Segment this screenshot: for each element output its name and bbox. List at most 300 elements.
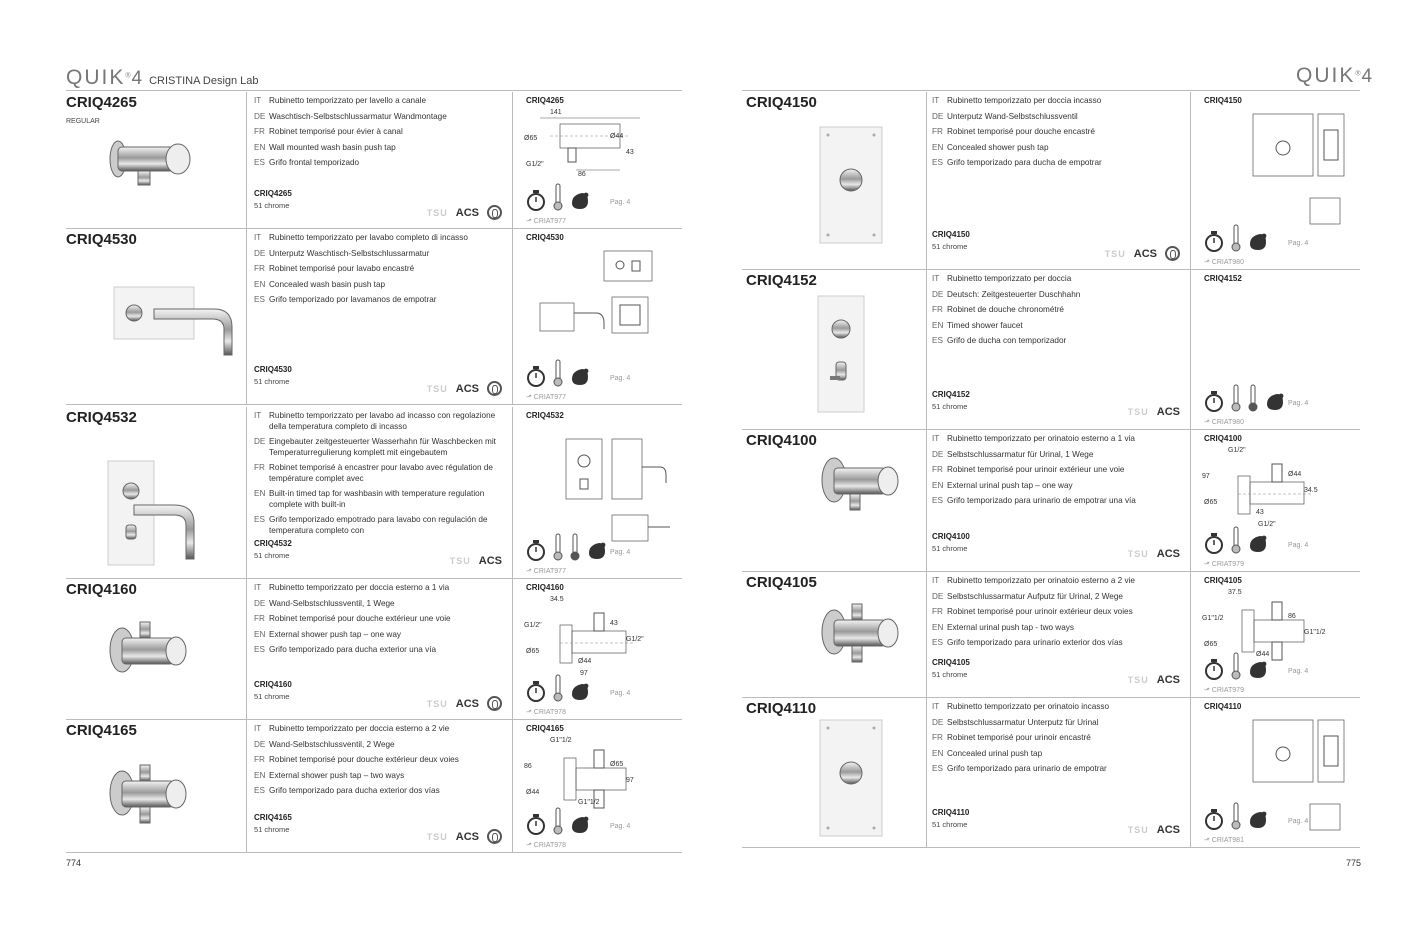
dimension-label: 97: [1202, 473, 1210, 480]
language-code: FR: [932, 465, 943, 474]
column-divider: [512, 229, 513, 405]
tsu-mark: TSU: [426, 383, 448, 394]
thermometer-icon: [553, 807, 563, 835]
tsu-mark: TSU: [426, 698, 448, 709]
page-reference[interactable]: Pag. 4: [610, 375, 631, 382]
description-row: [932, 465, 1178, 476]
description-text: Wand-Selbstschlussventil, 2 Wege: [269, 739, 395, 749]
finish-name: 51 chrome: [932, 242, 968, 251]
page-reference[interactable]: Pag. 4: [1288, 818, 1309, 825]
description-row: [254, 96, 500, 107]
water-drop-icon: [570, 815, 590, 835]
language-code: IT: [932, 96, 940, 105]
product-photo: [816, 450, 906, 525]
timer-icon: [526, 680, 546, 702]
attachment-code-text: CRIAT978: [533, 709, 566, 716]
acs-mark: ACS: [1156, 824, 1180, 836]
tsu-mark: TSU: [1127, 549, 1149, 559]
attachment-code-text: CRIAT977: [533, 394, 566, 401]
description-row: [932, 592, 1178, 603]
description-row: [254, 411, 500, 432]
description-text: Grifo temporizado por lavamanos de empotrar: [269, 295, 437, 304]
page-reference[interactable]: Pag. 4: [610, 823, 631, 830]
feature-icons: [526, 674, 590, 702]
language-code: ES: [254, 158, 265, 167]
certification-marks: [1128, 548, 1180, 560]
drawing-code: CRIQ4530: [526, 233, 564, 242]
language-code: DE: [932, 449, 944, 459]
technical-drawing: [1198, 444, 1363, 579]
description-block: [932, 274, 1178, 352]
description-row: [932, 576, 1178, 587]
language-code: DE: [932, 591, 944, 601]
timer-icon: [526, 539, 546, 561]
description-text: Deutsch: Zeitgesteuerter Duschhahn: [947, 289, 1081, 299]
timer-icon: [526, 365, 546, 387]
language-code: ES: [254, 786, 265, 795]
feature-icons: [1204, 224, 1268, 252]
description-block: [932, 576, 1178, 654]
description-text: Rubinetto temporizzato per orinatoio esterno a 1 via: [947, 434, 1135, 443]
language-code: EN: [932, 480, 944, 490]
dimension-label: G1"1/2: [1304, 629, 1326, 636]
description-row: [254, 127, 500, 138]
column-divider: [926, 92, 927, 270]
finish-code: CRIQ4150: [932, 230, 970, 239]
acs-mark: ACS: [455, 830, 479, 843]
attachment-code-text: CRIAT977: [533, 218, 566, 225]
description-row: [254, 583, 500, 594]
language-code: FR: [254, 755, 265, 764]
attachment-code: ⬏ CRIAT978: [526, 842, 566, 849]
description-row: [254, 630, 500, 641]
product-code: CRIQ4100: [746, 432, 817, 449]
drawing-code: CRIQ4165: [526, 724, 564, 733]
attachment-code-text: CRIAT979: [1211, 561, 1244, 568]
attachment-code-text: CRIAT981: [1211, 837, 1244, 844]
certification-marks: [1128, 674, 1180, 686]
acs-mark: ACS: [1156, 674, 1180, 686]
finish-name: 51 chrome: [932, 402, 968, 411]
finish-code: CRIQ4160: [254, 680, 292, 689]
column-divider: [1190, 270, 1191, 430]
description-text: Timed shower faucet: [947, 320, 1023, 330]
language-code: IT: [932, 576, 940, 585]
finish-code: CRIQ4530: [254, 365, 292, 374]
language-code: DE: [254, 111, 266, 121]
dimension-label: 34.5: [1304, 487, 1318, 494]
column-divider: [246, 579, 247, 720]
description-text: Concealed wash basin push tap: [269, 279, 386, 289]
column-divider: [512, 407, 513, 579]
drawing-code: CRIQ4110: [1204, 702, 1242, 711]
tsu-mark: TSU: [426, 207, 448, 218]
attachment-code: ⬏ CRIAT981: [1204, 837, 1244, 844]
description-text: Selbstschlussarmatur Unterputz für Urinal: [947, 717, 1099, 727]
feature-icons: [1204, 526, 1268, 554]
brand-registered: ®: [125, 72, 132, 80]
finish-code: CRIQ4265: [254, 189, 292, 198]
certification-marks: [450, 555, 502, 567]
description-row: [932, 733, 1178, 744]
timer-icon: [1204, 658, 1224, 680]
column-divider: [926, 698, 927, 848]
finish-name: 51 chrome: [254, 201, 290, 210]
tsu-mark: TSU: [1127, 825, 1149, 835]
description-text: Selbstschlussarmatur für Urinal, 1 Wege: [947, 449, 1094, 459]
description-row: [254, 143, 500, 154]
description-text: Rubinetto temporizzato per lavabo completo di incasso: [269, 233, 468, 242]
feature-icons: [526, 533, 607, 561]
certification-marks: [427, 381, 502, 396]
brand-left: [66, 66, 259, 90]
dimension-label: Ø44: [610, 133, 624, 140]
product-code: CRIQ4152: [746, 272, 817, 289]
dimension-label: 43: [1256, 509, 1264, 516]
dimension-label: 86: [1288, 613, 1296, 620]
thermometer-icon: [1231, 224, 1241, 252]
column-divider: [246, 720, 247, 853]
timer-icon: [1204, 230, 1224, 252]
description-row: [932, 496, 1178, 507]
finish-code: CRIQ4110: [932, 808, 970, 817]
language-code: EN: [254, 629, 266, 639]
language-code: DE: [254, 739, 266, 749]
language-code: DE: [932, 289, 944, 299]
dimension-label: 43: [626, 149, 634, 156]
description-row: [254, 249, 500, 260]
description-text: External urinal push tap - two ways: [947, 622, 1074, 632]
description-text: Rubinetto temporizzato per orinatoio esterno a 2 vie: [947, 576, 1135, 585]
thermometer-icon: [1231, 384, 1241, 412]
description-text: Grifo temporizado para urinario de empotrar una vía: [947, 496, 1136, 505]
attachment-code-text: CRIAT977: [533, 568, 566, 575]
thermometer-icon: [570, 533, 580, 561]
attachment-code-text: CRIAT980: [1211, 259, 1244, 266]
dimension-label: 97: [580, 670, 588, 677]
finish-code: CRIQ4100: [932, 532, 970, 541]
description-row: [932, 321, 1178, 332]
description-block: [254, 583, 500, 661]
product-photo: [816, 294, 866, 419]
column-divider: [1190, 572, 1191, 698]
finish-name: 51 chrome: [932, 820, 968, 829]
dimension-label: Ø44: [1288, 471, 1302, 478]
column-divider: [512, 579, 513, 720]
product-code: CRIQ4150: [746, 94, 817, 111]
language-code: IT: [254, 724, 262, 733]
description-text: Robinet temporisé pour urinoir encastré: [947, 733, 1091, 742]
finish-name: 51 chrome: [254, 825, 290, 834]
description-row: [254, 463, 500, 484]
description-row: [932, 336, 1178, 347]
attachment-code: ⬏ CRIAT977: [526, 568, 566, 575]
thermometer-icon: [553, 674, 563, 702]
language-code: DE: [254, 248, 266, 258]
feature-icons: [1204, 384, 1285, 412]
wras-icon: [487, 829, 502, 844]
wras-icon: [487, 205, 502, 220]
dimension-label: Ø65: [610, 761, 624, 768]
description-row: [254, 515, 500, 536]
language-code: DE: [254, 437, 266, 446]
description-text: External shower push tap – one way: [269, 629, 401, 639]
description-row: [254, 112, 500, 123]
product-code: CRIQ4110: [746, 700, 817, 717]
tsu-mark: TSU: [1127, 407, 1149, 417]
dimension-label: 141: [550, 109, 562, 116]
description-text: Grifo temporizado para ducha exterior una vía: [269, 645, 437, 654]
page-reference[interactable]: Pag. 4: [1288, 542, 1309, 549]
thermometer-icon: [553, 359, 563, 387]
timer-icon: [526, 189, 546, 211]
timer-icon: [1204, 808, 1224, 830]
description-row: [254, 158, 500, 169]
product-code: CRIQ4265: [66, 94, 137, 111]
description-row: [932, 127, 1178, 138]
column-divider: [1190, 698, 1191, 848]
page-reference[interactable]: Pag. 4: [1288, 400, 1309, 407]
product-entry: [742, 430, 1360, 572]
page-reference[interactable]: Pag. 4: [1288, 668, 1309, 675]
timer-icon: [1204, 390, 1224, 412]
language-code: FR: [932, 733, 943, 742]
feature-icons: [1204, 652, 1268, 680]
header-rule-left: [66, 90, 682, 91]
description-text: External urinal push tap – one way: [947, 480, 1073, 490]
description-block: [254, 233, 500, 311]
description-row: [932, 607, 1178, 618]
description-row: [254, 755, 500, 766]
product-code: CRIQ4105: [746, 574, 817, 591]
description-row: [254, 786, 500, 797]
product-photo: [104, 616, 194, 691]
page-number-left: 774: [66, 858, 82, 868]
attachment-code-text: CRIAT978: [533, 842, 566, 849]
dimension-label: 86: [524, 763, 532, 770]
description-row: [932, 305, 1178, 316]
description-row: [932, 702, 1178, 713]
language-code: IT: [254, 411, 262, 420]
description-text: Concealed shower push tap: [947, 142, 1049, 152]
description-row: [932, 158, 1178, 169]
dimension-label: Ø65: [1204, 641, 1218, 648]
description-row: [932, 143, 1178, 154]
description-row: [254, 599, 500, 610]
language-code: FR: [254, 264, 265, 273]
wras-icon: [487, 696, 502, 711]
description-row: [932, 718, 1178, 729]
description-text: Robinet temporisé pour douche extérieur deux voies: [269, 755, 459, 764]
timer-icon: [1204, 532, 1224, 554]
page-reference[interactable]: Pag. 4: [610, 199, 631, 206]
dimension-label: Ø44: [1256, 651, 1270, 658]
product-entry: [66, 92, 682, 229]
finish-code: CRIQ4532: [254, 539, 292, 548]
language-code: DE: [254, 598, 266, 608]
certification-marks: [427, 205, 502, 220]
water-drop-icon: [1265, 392, 1285, 412]
description-row: [254, 295, 500, 306]
description-row: [254, 264, 500, 275]
brand-number: 4: [131, 68, 144, 89]
attachment-code: ⬏ CRIAT979: [1204, 687, 1244, 694]
product-photo: [104, 283, 244, 368]
acs-mark: ACS: [1133, 247, 1157, 260]
language-code: ES: [932, 336, 943, 345]
language-code: EN: [932, 748, 944, 758]
language-code: ES: [932, 158, 943, 167]
language-code: EN: [254, 142, 266, 152]
wras-icon: [487, 381, 502, 396]
thermometer-icon: [553, 533, 563, 561]
water-drop-icon: [1248, 810, 1268, 830]
column-divider: [926, 572, 927, 698]
technical-drawing: [1198, 106, 1363, 241]
description-text: Rubinetto temporizzato per doccia: [947, 274, 1072, 283]
description-text: Unterputz Wand-Selbstschlussventil: [947, 111, 1078, 121]
language-code: FR: [254, 463, 265, 472]
tsu-mark: TSU: [1104, 248, 1126, 259]
product-code: CRIQ4160: [66, 581, 137, 598]
description-text: Eingebauter zeitgesteuerter Wasserhahn für Waschbecken mit Temperaturregulierung komplett mit eingebautem: [269, 437, 496, 457]
water-drop-icon: [1248, 534, 1268, 554]
header-rule-right: [742, 90, 1360, 91]
collection-name: CRISTINA Design Lab: [149, 75, 259, 87]
column-divider: [926, 270, 927, 430]
product-entry: [66, 407, 682, 579]
thermometer-icon: [1248, 384, 1258, 412]
drawing-code: CRIQ4105: [1204, 576, 1242, 585]
language-code: EN: [932, 142, 944, 152]
drawing-code: CRIQ4532: [526, 411, 564, 420]
wras-icon: [1165, 246, 1180, 261]
finish-name: 51 chrome: [932, 670, 968, 679]
description-row: [254, 645, 500, 656]
acs-mark: ACS: [1156, 548, 1180, 560]
product-entry: [66, 579, 682, 720]
description-row: [932, 96, 1178, 107]
description-text: Robinet temporisé pour urinoir extérieur deux voies: [947, 607, 1133, 616]
description-block: [254, 96, 500, 174]
dimension-label: G1/2": [1258, 521, 1276, 528]
thermometer-icon: [1231, 526, 1241, 554]
dimension-label: 86: [578, 171, 586, 178]
language-code: DE: [932, 717, 944, 727]
brand-logo-right: QUIK: [1296, 64, 1356, 87]
product-entry: [742, 572, 1360, 698]
description-text: Robinet temporisé à encastrer pour lavabo avec régulation de température complet avec: [269, 463, 493, 483]
feature-icons: [1204, 802, 1268, 830]
description-text: Selbstschlussarmatur Aufputz für Urinal, 2 Wege: [947, 591, 1123, 601]
page-reference[interactable]: Pag. 4: [610, 690, 631, 697]
dimension-label: Ø44: [578, 658, 592, 665]
water-drop-icon: [587, 541, 607, 561]
language-code: IT: [932, 274, 940, 283]
dimension-label: Ø44: [526, 789, 540, 796]
language-code: FR: [932, 127, 943, 136]
page-reference[interactable]: Pag. 4: [1288, 240, 1309, 247]
certification-marks: [1128, 824, 1180, 836]
language-code: ES: [932, 496, 943, 505]
dimension-label: 37.5: [1228, 589, 1242, 596]
language-code: EN: [254, 279, 266, 289]
description-row: [932, 290, 1178, 301]
certification-marks: [1105, 246, 1180, 261]
attachment-code: ⬏ CRIAT980: [1204, 259, 1244, 266]
thermometer-icon: [553, 183, 563, 211]
attachment-code-text: CRIAT979: [1211, 687, 1244, 694]
column-divider: [246, 92, 247, 229]
description-text: Rubinetto temporizzato per orinatoio incasso: [947, 702, 1110, 711]
language-code: IT: [932, 702, 940, 711]
description-text: Rubinetto temporizzato per doccia esterno a 1 via: [269, 583, 450, 592]
dimension-label: 34.5: [550, 596, 564, 603]
language-code: FR: [254, 614, 265, 623]
thermometer-icon: [1231, 652, 1241, 680]
description-row: [254, 771, 500, 782]
description-row: [932, 623, 1178, 634]
drawing-code: CRIQ4100: [1204, 434, 1242, 443]
certification-marks: [1128, 406, 1180, 418]
page-number-right: 775: [1346, 858, 1362, 868]
description-block: [932, 702, 1178, 780]
column-divider: [512, 92, 513, 229]
language-code: FR: [932, 305, 943, 314]
drawing-code: CRIQ4265: [526, 96, 564, 105]
dimension-label: G1/2": [526, 161, 544, 168]
page-reference[interactable]: Pag. 4: [610, 549, 631, 556]
acs-mark: ACS: [455, 206, 479, 219]
description-row: [254, 489, 500, 510]
finish-name: 51 chrome: [254, 377, 290, 386]
dimension-label: G1/2": [626, 636, 644, 643]
description-row: [932, 112, 1178, 123]
product-code: CRIQ4165: [66, 722, 137, 739]
timer-icon: [526, 813, 546, 835]
finish-name: 51 chrome: [932, 544, 968, 553]
water-drop-icon: [570, 191, 590, 211]
description-text: External shower push tap – two ways: [269, 770, 405, 780]
description-block: [932, 96, 1178, 174]
product-entry: [742, 92, 1360, 270]
description-row: [254, 280, 500, 291]
description-text: Robinet de douche chronométré: [947, 305, 1064, 314]
tsu-mark: TSU: [449, 556, 471, 566]
description-row: [254, 724, 500, 735]
description-block: [254, 411, 500, 541]
feature-icons: [526, 807, 590, 835]
brand-right: [1296, 64, 1373, 88]
description-row: [254, 437, 500, 458]
attachment-code: ⬏ CRIAT977: [526, 394, 566, 401]
description-row: [932, 450, 1178, 461]
dimension-label: G1/2": [1228, 447, 1246, 454]
description-row: [932, 749, 1178, 760]
finish-name: 51 chrome: [254, 551, 290, 560]
brand-registered-right: ®: [1355, 70, 1362, 78]
brand-logo: QUIK: [66, 66, 126, 89]
description-row: [254, 233, 500, 244]
product-code: CRIQ4532: [66, 409, 137, 426]
language-code: FR: [932, 607, 943, 616]
water-drop-icon: [1248, 660, 1268, 680]
acs-mark: ACS: [455, 382, 479, 395]
certification-marks: [427, 696, 502, 711]
column-divider: [512, 720, 513, 853]
water-drop-icon: [570, 367, 590, 387]
feature-icons: [526, 183, 590, 211]
